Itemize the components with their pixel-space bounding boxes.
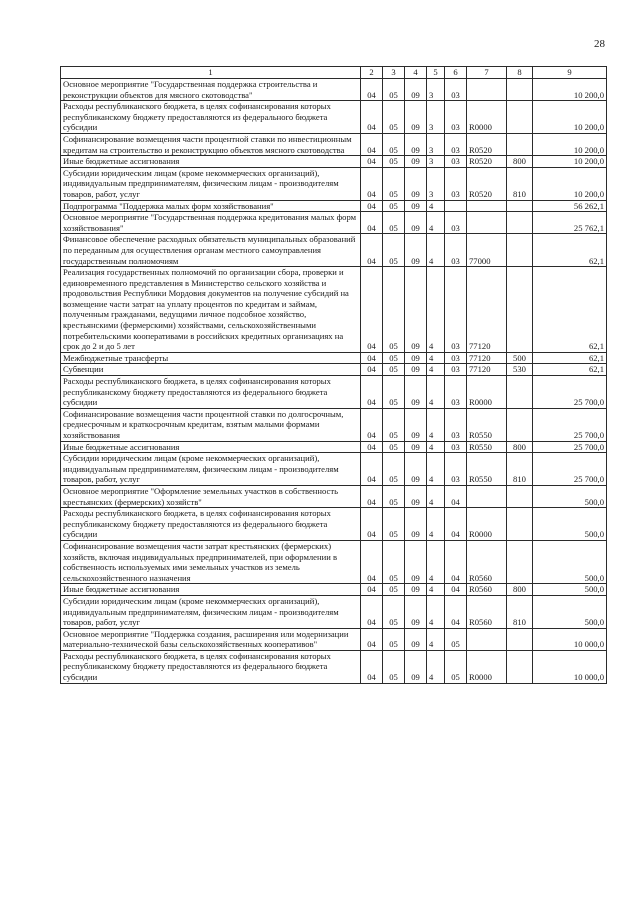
row-name-cell: Субсидии юридическим лицам (кроме некоммерческих организаций), индивидуальным предпринимателям, физическим лицам - производителям товаров, работ, услуг [61, 453, 361, 486]
code-cell: 05 [445, 650, 467, 683]
code-cell: 09 [405, 156, 427, 168]
code-cell: 04 [445, 485, 467, 507]
code-cell: 09 [405, 352, 427, 364]
code-cell: 05 [383, 376, 405, 409]
code-cell: 4 [427, 595, 445, 628]
row-name-cell: Расходы республиканского бюджета, в целях софинансирования которых республиканскому бюджету предоставляются из федерального бюджета субсидии [61, 101, 361, 134]
code-cell: 3 [427, 156, 445, 168]
target-article-cell: R0520 [467, 167, 507, 200]
expense-type-cell: 800 [507, 584, 533, 596]
column-header: 1 [61, 67, 361, 79]
code-cell: 03 [445, 364, 467, 376]
code-cell: 09 [405, 133, 427, 155]
code-cell: 04 [361, 408, 383, 441]
target-article-cell: 77000 [467, 234, 507, 267]
code-cell: 3 [427, 79, 445, 101]
code-cell: 04 [361, 234, 383, 267]
expense-type-cell [507, 267, 533, 353]
row-name-cell: Софинансирование возмещения части процентной ставки по долгосрочным, среднесрочным и краткосрочным кредитам, взятым малыми формами хозяйствования [61, 408, 361, 441]
code-cell: 4 [427, 650, 445, 683]
column-header: 7 [467, 67, 507, 79]
code-cell: 05 [383, 508, 405, 541]
page-number: 28 [594, 38, 605, 50]
amount-cell: 10 200,0 [533, 101, 607, 134]
code-cell: 04 [361, 453, 383, 486]
code-cell: 05 [383, 212, 405, 234]
code-cell: 04 [361, 79, 383, 101]
row-name-cell: Финансовое обеспечение расходных обязательств муниципальных образований по переданным для осуществления органам местного самоуправления государственным полномочиям [61, 234, 361, 267]
code-cell: 09 [405, 79, 427, 101]
table-row [61, 595, 607, 628]
code-cell: 04 [361, 156, 383, 168]
row-name-cell: Подпрограмма "Поддержка малых форм хозяйствования" [61, 200, 361, 212]
code-cell: 04 [361, 376, 383, 409]
table-row [61, 628, 607, 650]
code-cell: 04 [361, 101, 383, 134]
code-cell: 09 [405, 101, 427, 134]
target-article-cell: R0520 [467, 133, 507, 155]
code-cell: 03 [445, 79, 467, 101]
row-name-cell: Софинансирование возмещения части процентной ставки по инвестиционным кредитам на строительство и реконструкцию объектов мясного скотоводства [61, 133, 361, 155]
amount-cell: 10 200,0 [533, 156, 607, 168]
row-name-cell: Иные бюджетные ассигнования [61, 584, 361, 596]
table-row [61, 352, 607, 364]
expense-type-cell [507, 79, 533, 101]
target-article-cell: R0560 [467, 595, 507, 628]
code-cell: 09 [405, 650, 427, 683]
code-cell: 04 [361, 650, 383, 683]
amount-cell: 25 700,0 [533, 441, 607, 453]
code-cell: 3 [427, 101, 445, 134]
target-article-cell: R0000 [467, 508, 507, 541]
table-row [61, 485, 607, 507]
code-cell: 09 [405, 267, 427, 353]
code-cell: 09 [405, 508, 427, 541]
code-cell: 09 [405, 364, 427, 376]
column-header: 8 [507, 67, 533, 79]
code-cell: 05 [383, 408, 405, 441]
target-article-cell: R0560 [467, 584, 507, 596]
code-cell: 09 [405, 408, 427, 441]
code-cell: 04 [361, 133, 383, 155]
target-article-cell: R0550 [467, 408, 507, 441]
code-cell: 03 [445, 453, 467, 486]
code-cell: 04 [361, 628, 383, 650]
code-cell: 03 [445, 376, 467, 409]
row-name-cell: Иные бюджетные ассигнования [61, 441, 361, 453]
table-row [61, 364, 607, 376]
target-article-cell [467, 79, 507, 101]
code-cell: 4 [427, 441, 445, 453]
expense-type-cell: 500 [507, 352, 533, 364]
target-article-cell: 77120 [467, 267, 507, 353]
code-cell: 05 [383, 540, 405, 583]
code-cell: 04 [445, 584, 467, 596]
code-cell: 03 [445, 167, 467, 200]
code-cell: 04 [361, 540, 383, 583]
code-cell: 4 [427, 234, 445, 267]
row-name-cell: Софинансирование возмещения части затрат крестьянских (фермерских) хозяйств, включая индивидуальных предпринимателей, при оформлении в собственность используемых ими земельных участков из земель сельскохозяйственного назначения [61, 540, 361, 583]
table-row [61, 376, 607, 409]
table-row [61, 156, 607, 168]
expense-type-cell [507, 200, 533, 212]
code-cell: 05 [383, 441, 405, 453]
amount-cell: 10 200,0 [533, 133, 607, 155]
column-header: 5 [427, 67, 445, 79]
target-article-cell [467, 200, 507, 212]
expense-type-cell: 800 [507, 156, 533, 168]
table-row [61, 584, 607, 596]
expense-type-cell: 810 [507, 453, 533, 486]
table-row [61, 133, 607, 155]
column-header: 4 [405, 67, 427, 79]
target-article-cell [467, 628, 507, 650]
code-cell: 05 [383, 595, 405, 628]
row-name-cell: Расходы республиканского бюджета, в целях софинансирования которых республиканскому бюджету предоставляются из федерального бюджета субсидии [61, 650, 361, 683]
target-article-cell: 77120 [467, 364, 507, 376]
amount-cell: 500,0 [533, 485, 607, 507]
expense-type-cell: 810 [507, 167, 533, 200]
target-article-cell [467, 485, 507, 507]
target-article-cell: R0000 [467, 101, 507, 134]
code-cell: 04 [361, 584, 383, 596]
expense-type-cell [507, 540, 533, 583]
amount-cell: 62,1 [533, 352, 607, 364]
code-cell: 05 [383, 234, 405, 267]
code-cell: 03 [445, 408, 467, 441]
amount-cell: 10 000,0 [533, 650, 607, 683]
expense-type-cell [507, 234, 533, 267]
target-article-cell: R0520 [467, 156, 507, 168]
code-cell: 4 [427, 584, 445, 596]
code-cell: 05 [383, 101, 405, 134]
code-cell: 09 [405, 584, 427, 596]
target-article-cell: R0000 [467, 376, 507, 409]
amount-cell: 500,0 [533, 508, 607, 541]
code-cell: 09 [405, 376, 427, 409]
code-cell: 4 [427, 376, 445, 409]
code-cell: 05 [383, 628, 405, 650]
target-article-cell [467, 212, 507, 234]
code-cell: 05 [383, 133, 405, 155]
amount-cell: 62,1 [533, 234, 607, 267]
code-cell: 03 [445, 212, 467, 234]
code-cell: 04 [361, 352, 383, 364]
code-cell: 05 [383, 364, 405, 376]
code-cell: 4 [427, 485, 445, 507]
code-cell: 09 [405, 540, 427, 583]
code-cell [445, 200, 467, 212]
expense-type-cell [507, 101, 533, 134]
table-row [61, 212, 607, 234]
code-cell: 4 [427, 508, 445, 541]
code-cell: 04 [361, 485, 383, 507]
row-name-cell: Иные бюджетные ассигнования [61, 156, 361, 168]
expense-type-cell: 810 [507, 595, 533, 628]
code-cell: 09 [405, 167, 427, 200]
table-row [61, 650, 607, 683]
target-article-cell: R0000 [467, 650, 507, 683]
column-header: 3 [383, 67, 405, 79]
code-cell: 03 [445, 234, 467, 267]
amount-cell: 500,0 [533, 540, 607, 583]
row-name-cell: Расходы республиканского бюджета, в целях софинансирования которых республиканскому бюджету предоставляются из федерального бюджета субсидии [61, 376, 361, 409]
amount-cell: 10 000,0 [533, 628, 607, 650]
expense-type-cell [507, 485, 533, 507]
code-cell: 04 [445, 595, 467, 628]
expense-type-cell [507, 650, 533, 683]
amount-cell: 10 200,0 [533, 79, 607, 101]
table-row [61, 540, 607, 583]
code-cell: 04 [361, 595, 383, 628]
table-row [61, 453, 607, 486]
row-name-cell: Основное мероприятие "Государственная поддержка кредитования малых форм хозяйствования" [61, 212, 361, 234]
code-cell: 4 [427, 540, 445, 583]
code-cell: 04 [361, 364, 383, 376]
amount-cell: 25 700,0 [533, 408, 607, 441]
expense-type-cell: 530 [507, 364, 533, 376]
column-header: 6 [445, 67, 467, 79]
target-article-cell: R0550 [467, 453, 507, 486]
code-cell: 05 [383, 453, 405, 486]
row-name-cell: Субсидии юридическим лицам (кроме некоммерческих организаций), индивидуальным предпринимателям, физическим лицам - производителям товаров, работ, услуг [61, 595, 361, 628]
code-cell: 4 [427, 200, 445, 212]
code-cell: 04 [361, 267, 383, 353]
code-cell: 04 [361, 200, 383, 212]
table-row [61, 441, 607, 453]
row-name-cell: Межбюджетные трансферты [61, 352, 361, 364]
amount-cell: 62,1 [533, 267, 607, 353]
row-name-cell: Основное мероприятие "Государственная поддержка строительства и реконструкции объектов для мясного скотоводства" [61, 79, 361, 101]
amount-cell: 25 700,0 [533, 453, 607, 486]
table-row [61, 101, 607, 134]
code-cell: 03 [445, 133, 467, 155]
code-cell: 4 [427, 212, 445, 234]
amount-cell: 62,1 [533, 364, 607, 376]
code-cell: 3 [427, 133, 445, 155]
table-row [61, 79, 607, 101]
code-cell: 09 [405, 485, 427, 507]
table-row [61, 408, 607, 441]
code-cell: 4 [427, 364, 445, 376]
expense-type-cell [507, 508, 533, 541]
amount-cell: 25 762,1 [533, 212, 607, 234]
row-name-cell: Субвенции [61, 364, 361, 376]
row-name-cell: Основное мероприятие "Оформление земельных участков в собственность крестьянских (фермерских) хозяйств" [61, 485, 361, 507]
expense-type-cell [507, 376, 533, 409]
code-cell: 04 [361, 212, 383, 234]
table-row [61, 167, 607, 200]
code-cell: 05 [383, 650, 405, 683]
code-cell: 04 [445, 508, 467, 541]
code-cell: 05 [383, 584, 405, 596]
amount-cell: 500,0 [533, 595, 607, 628]
code-cell: 09 [405, 595, 427, 628]
code-cell: 09 [405, 234, 427, 267]
target-article-cell: 77120 [467, 352, 507, 364]
column-header: 2 [361, 67, 383, 79]
code-cell: 03 [445, 101, 467, 134]
code-cell: 4 [427, 267, 445, 353]
code-cell: 04 [361, 441, 383, 453]
amount-cell: 10 200,0 [533, 167, 607, 200]
row-name-cell: Расходы республиканского бюджета, в целях софинансирования которых республиканскому бюджету предоставляются из федерального бюджета субсидии [61, 508, 361, 541]
code-cell: 05 [383, 485, 405, 507]
target-article-cell: R0560 [467, 540, 507, 583]
expense-type-cell: 800 [507, 441, 533, 453]
expense-type-cell [507, 212, 533, 234]
expense-type-cell [507, 628, 533, 650]
table-row [61, 267, 607, 353]
code-cell: 05 [383, 267, 405, 353]
code-cell: 04 [361, 167, 383, 200]
row-name-cell: Основное мероприятие "Поддержка создания, расширения или модернизации материально-технической базы сельскохозяйственных кооперативов" [61, 628, 361, 650]
code-cell: 05 [383, 156, 405, 168]
code-cell: 09 [405, 628, 427, 650]
expense-type-cell [507, 408, 533, 441]
table-row [61, 200, 607, 212]
expense-type-cell [507, 133, 533, 155]
target-article-cell: R0550 [467, 441, 507, 453]
code-cell: 05 [383, 200, 405, 212]
table-row [61, 234, 607, 267]
code-cell: 03 [445, 441, 467, 453]
budget-table [60, 66, 607, 684]
code-cell: 05 [383, 167, 405, 200]
header-row [61, 67, 607, 79]
table-row [61, 508, 607, 541]
code-cell: 4 [427, 408, 445, 441]
code-cell: 05 [383, 352, 405, 364]
amount-cell: 500,0 [533, 584, 607, 596]
column-header: 9 [533, 67, 607, 79]
code-cell: 4 [427, 453, 445, 486]
code-cell: 05 [383, 79, 405, 101]
code-cell: 03 [445, 267, 467, 353]
row-name-cell: Субсидии юридическим лицам (кроме некоммерческих организаций), индивидуальным предпринимателям, физическим лицам - производителям товаров, работ, услуг [61, 167, 361, 200]
code-cell: 05 [445, 628, 467, 650]
amount-cell: 25 700,0 [533, 376, 607, 409]
code-cell: 09 [405, 212, 427, 234]
code-cell: 04 [361, 508, 383, 541]
code-cell: 03 [445, 156, 467, 168]
row-name-cell: Реализация государственных полномочий по организации сбора, проверки и единовременного представления в Министерство сельского хозяйства и продовольствия Республики Мордовия документов на получение субсидий на возмещение части затрат на уплату процентов по кредитам и займам, полученным гражданами, ведущими личное подсобное хозяйство, крестьянскими (фермерскими) хозяйствами, сельскохозяйственными потребительскими кооперативами в российских кредитных организациях на срок до 2 и до 5 лет [61, 267, 361, 353]
code-cell: 4 [427, 628, 445, 650]
code-cell: 09 [405, 453, 427, 486]
code-cell: 04 [445, 540, 467, 583]
amount-cell: 56 262,1 [533, 200, 607, 212]
code-cell: 09 [405, 200, 427, 212]
code-cell: 3 [427, 167, 445, 200]
code-cell: 4 [427, 352, 445, 364]
code-cell: 03 [445, 352, 467, 364]
code-cell: 09 [405, 441, 427, 453]
